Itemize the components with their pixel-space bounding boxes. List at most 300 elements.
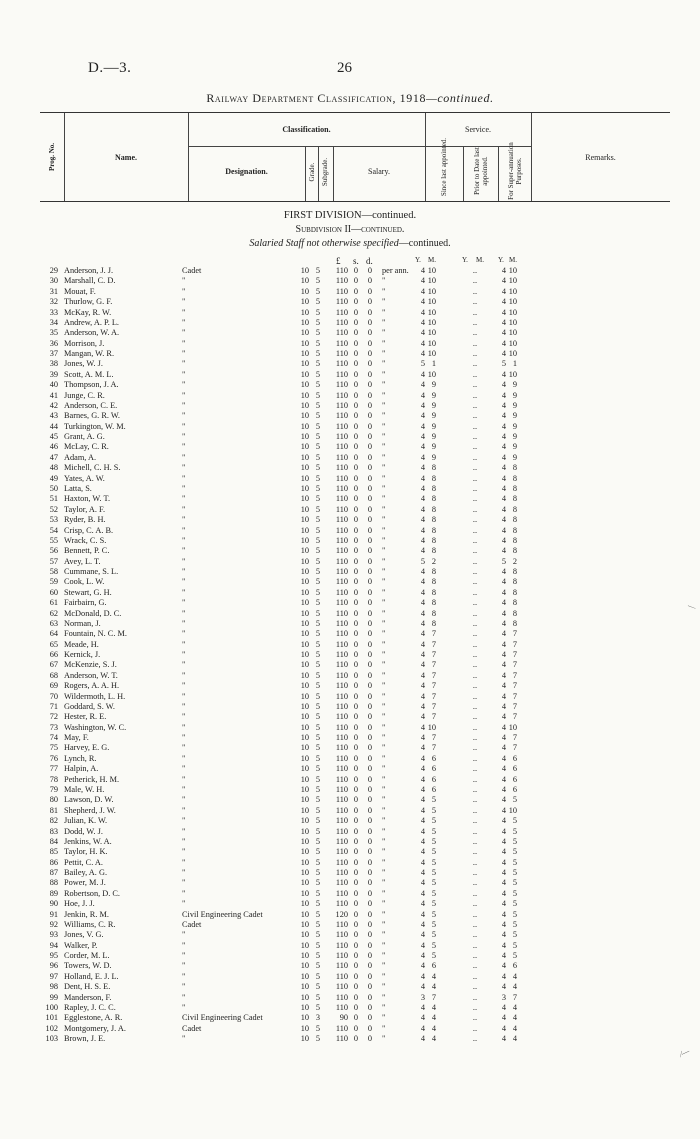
cell-s: 0 (353, 473, 359, 483)
cell-d: 0 (367, 535, 373, 545)
cell-name: Jenkins, W. A. (64, 836, 112, 846)
cell-desig: " (182, 701, 186, 711)
cell-per: " (382, 1023, 386, 1033)
cell-d: 0 (367, 753, 373, 763)
cell-prior: .. (472, 494, 478, 504)
cell-desig: " (182, 992, 186, 1002)
cell-s: 0 (353, 951, 359, 961)
table-row (0, 609, 700, 620)
table-row (0, 650, 700, 661)
cell-name: Robertson, D. C. (64, 888, 121, 898)
cell-desig: " (182, 504, 186, 514)
cell-no: 56 (49, 546, 58, 556)
table-row (0, 557, 700, 568)
cell-s: 0 (353, 785, 359, 794)
title-suffix: —continued. (426, 91, 494, 105)
cell-pounds: 110 (335, 753, 348, 763)
cell-grade: 10 (300, 909, 309, 919)
cell-prior: .. (472, 847, 478, 857)
col-salary: Salary. (368, 167, 390, 176)
cell-tm: 8 (512, 504, 517, 514)
cell-desig: " (182, 681, 186, 691)
cell-d: 0 (367, 857, 373, 867)
cell-prior: .. (472, 836, 478, 846)
cell-per: " (382, 286, 386, 296)
cell-no: 70 (49, 691, 58, 701)
cell-sy: 4 (420, 525, 425, 535)
cell-sy: 4 (420, 286, 425, 296)
cell-tm: 4 (512, 982, 517, 992)
cell-sm: 10 (427, 338, 436, 348)
cell-grade: 10 (300, 878, 309, 888)
cell-ty: 4 (501, 722, 506, 732)
cell-s: 0 (353, 349, 359, 359)
unit-months-1: M. (428, 256, 436, 264)
cell-tm: 6 (512, 961, 517, 971)
cell-sub: 5 (315, 286, 321, 296)
cell-grade: 10 (300, 826, 309, 836)
table-row (0, 785, 700, 796)
cell-desig: " (182, 982, 186, 992)
cell-sub: 5 (315, 836, 321, 846)
cell-prior: .. (472, 556, 478, 566)
cell-sub: 5 (315, 463, 321, 473)
cell-desig: " (182, 556, 186, 566)
table-row (0, 453, 700, 464)
cell-grade: 10 (300, 411, 309, 421)
cell-grade: 10 (300, 587, 309, 597)
cell-prior: .. (472, 629, 478, 639)
cell-ty: 4 (501, 494, 506, 504)
cell-per: " (382, 712, 386, 722)
cell-per: " (382, 463, 386, 473)
cell-sub: 5 (315, 359, 321, 369)
table-row (0, 920, 700, 931)
cell-no: 31 (49, 286, 58, 296)
cell-sy: 4 (420, 878, 425, 888)
cell-no: 63 (49, 618, 58, 628)
cell-pounds: 110 (335, 411, 348, 421)
cell-sy: 4 (420, 733, 425, 743)
col-name: Name. (115, 153, 137, 162)
cell-s: 0 (353, 764, 359, 774)
cell-desig: Cadet (182, 919, 202, 929)
cell-grade: 10 (300, 473, 309, 483)
cell-no: 100 (45, 1002, 58, 1012)
cell-d: 0 (367, 546, 373, 556)
cell-prior: .. (472, 567, 478, 577)
unit-pence: d. (366, 256, 373, 266)
cell-prior: .. (472, 473, 478, 483)
cell-grade: 10 (300, 847, 309, 857)
cell-desig: " (182, 961, 186, 971)
cell-no: 44 (49, 421, 58, 431)
cell-grade: 10 (300, 494, 309, 504)
cell-sy: 4 (420, 785, 425, 794)
table-row (0, 318, 700, 329)
cell-ty: 4 (501, 369, 506, 379)
cell-prior: .. (472, 650, 478, 660)
cell-sm: 7 (431, 992, 436, 1002)
cell-pounds: 110 (335, 670, 348, 680)
cell-sm: 7 (431, 743, 436, 753)
cell-tm: 10 (508, 276, 517, 286)
cell-sy: 4 (420, 868, 425, 878)
cell-desig: " (182, 795, 186, 805)
cell-sub: 5 (315, 369, 321, 379)
cell-sub: 5 (315, 691, 321, 701)
cell-d: 0 (367, 836, 373, 846)
cell-per: " (382, 743, 386, 753)
cell-ty: 4 (501, 421, 506, 431)
cell-per: " (382, 878, 386, 888)
cell-s: 0 (353, 712, 359, 722)
cell-s: 0 (353, 670, 359, 680)
table-row (0, 359, 700, 370)
cell-per: " (382, 660, 386, 670)
cell-per: " (382, 535, 386, 545)
cell-per: " (382, 691, 386, 701)
cell-ty: 4 (501, 535, 506, 545)
cell-sy: 4 (420, 826, 425, 836)
cell-name: Pettit, C. A. (64, 857, 103, 867)
cell-sm: 10 (427, 369, 436, 379)
cell-desig: " (182, 888, 186, 898)
cell-pounds: 110 (335, 400, 348, 410)
table-row (0, 775, 700, 786)
cell-tm: 6 (512, 753, 517, 763)
cell-d: 0 (367, 525, 373, 535)
cell-d: 0 (367, 463, 373, 473)
cell-tm: 10 (508, 307, 517, 317)
cell-d: 0 (367, 722, 373, 732)
cell-prior: .. (472, 701, 478, 711)
cell-tm: 7 (512, 681, 517, 691)
table-row (0, 401, 700, 412)
cell-name: Turkington, W. M. (64, 421, 126, 431)
cell-ty: 4 (501, 266, 506, 275)
cell-sm: 10 (427, 317, 436, 327)
cell-tm: 7 (512, 733, 517, 743)
cell-sm: 7 (431, 733, 436, 743)
cell-sub: 5 (315, 795, 321, 805)
cell-desig: " (182, 670, 186, 680)
cell-sub: 5 (315, 826, 321, 836)
cell-grade: 10 (300, 349, 309, 359)
cell-sub: 5 (315, 764, 321, 774)
cell-s: 0 (353, 525, 359, 535)
cell-desig: " (182, 369, 186, 379)
cell-grade: 10 (300, 463, 309, 473)
cell-tm: 8 (512, 587, 517, 597)
cell-sy: 4 (420, 743, 425, 753)
cell-desig: " (182, 629, 186, 639)
cell-d: 0 (367, 276, 373, 286)
cell-prior: .. (472, 971, 478, 981)
cell-sub: 5 (315, 546, 321, 556)
cell-pounds: 110 (335, 868, 348, 878)
document-code: D.—3. (88, 60, 132, 76)
cell-sub: 5 (315, 618, 321, 628)
cell-name: Hester, R. E. (64, 712, 107, 722)
cell-sm: 9 (431, 421, 436, 431)
cell-no: 35 (49, 328, 58, 338)
cell-tm: 7 (512, 743, 517, 753)
cell-prior: .. (472, 297, 478, 307)
cell-sy: 4 (420, 587, 425, 597)
cell-prior: .. (472, 816, 478, 826)
cell-per: " (382, 940, 386, 950)
cell-name: Male, W. H. (64, 785, 105, 794)
cell-sy: 4 (420, 473, 425, 483)
cell-no: 29 (49, 266, 58, 275)
cell-pounds: 110 (335, 587, 348, 597)
cell-sub: 5 (315, 266, 321, 275)
cell-sy: 4 (420, 535, 425, 545)
cell-sub: 5 (315, 753, 321, 763)
cell-prior: .. (472, 608, 478, 618)
table-row (0, 442, 700, 453)
cell-sub: 5 (315, 681, 321, 691)
cell-prior: .. (472, 660, 478, 670)
cell-sy: 4 (420, 888, 425, 898)
cell-per: " (382, 722, 386, 732)
cell-name: Halpin, A. (64, 764, 99, 774)
cell-d: 0 (367, 515, 373, 525)
cell-grade: 10 (300, 681, 309, 691)
cell-sm: 5 (431, 940, 436, 950)
cell-s: 0 (353, 992, 359, 1002)
cell-no: 34 (49, 317, 58, 327)
cell-sub: 5 (315, 650, 321, 660)
col-since-last: Since last appointed. (440, 137, 448, 197)
cell-desig: " (182, 328, 186, 338)
cell-per: " (382, 390, 386, 400)
cell-tm: 9 (512, 421, 517, 431)
cell-sy: 4 (420, 618, 425, 628)
cell-sub: 5 (315, 868, 321, 878)
cell-ty: 4 (501, 878, 506, 888)
cell-s: 0 (353, 795, 359, 805)
cell-ty: 4 (501, 390, 506, 400)
cell-d: 0 (367, 421, 373, 431)
cell-d: 0 (367, 297, 373, 307)
cell-s: 0 (353, 629, 359, 639)
cell-sub: 5 (315, 421, 321, 431)
cell-sy: 5 (420, 359, 425, 369)
cell-ty: 4 (501, 805, 506, 815)
cell-sm: 6 (431, 764, 436, 774)
cell-grade: 10 (300, 816, 309, 826)
cell-s: 0 (353, 899, 359, 909)
cell-desig: " (182, 951, 186, 961)
cell-desig: " (182, 764, 186, 774)
cell-sm: 7 (431, 691, 436, 701)
table-row (0, 287, 700, 298)
cell-no: 38 (49, 359, 58, 369)
cell-grade: 10 (300, 297, 309, 307)
cell-sy: 4 (420, 463, 425, 473)
cell-grade: 10 (300, 317, 309, 327)
cell-prior: .. (472, 712, 478, 722)
cell-prior: .. (472, 286, 478, 296)
unit-months-2: M. (476, 256, 484, 264)
cell-grade: 10 (300, 795, 309, 805)
cell-sm: 9 (431, 432, 436, 442)
cell-d: 0 (367, 785, 373, 794)
cell-per: " (382, 504, 386, 514)
cell-d: 0 (367, 390, 373, 400)
cell-sub: 5 (315, 297, 321, 307)
cell-sy: 4 (420, 764, 425, 774)
cell-no: 93 (49, 930, 58, 940)
cell-pounds: 110 (335, 795, 348, 805)
cell-per: " (382, 816, 386, 826)
cell-per: " (382, 992, 386, 1002)
cell-ty: 4 (501, 411, 506, 421)
cell-pounds: 110 (335, 452, 348, 462)
cell-per: " (382, 567, 386, 577)
cell-sy: 4 (420, 442, 425, 452)
cell-sub: 5 (315, 940, 321, 950)
cell-grade: 10 (300, 432, 309, 442)
cell-pounds: 110 (335, 421, 348, 431)
cell-d: 0 (367, 577, 373, 587)
cell-no: 30 (49, 276, 58, 286)
cell-ty: 4 (501, 774, 506, 784)
cell-ty: 4 (501, 909, 506, 919)
cell-ty: 4 (501, 577, 506, 587)
cell-s: 0 (353, 805, 359, 815)
cell-tm: 5 (512, 795, 517, 805)
cell-d: 0 (367, 400, 373, 410)
cell-name: Lawson, D. W. (64, 795, 114, 805)
cell-grade: 10 (300, 868, 309, 878)
cell-sy: 4 (420, 307, 425, 317)
cell-d: 0 (367, 670, 373, 680)
cell-d: 0 (367, 992, 373, 1002)
cell-sy: 4 (420, 961, 425, 971)
cell-name: May, F. (64, 733, 89, 743)
table-row (0, 951, 700, 962)
table-row (0, 422, 700, 433)
cell-pounds: 110 (335, 629, 348, 639)
table-row (0, 982, 700, 993)
cell-name: Jones, V. G. (64, 930, 104, 940)
cell-tm: 5 (512, 899, 517, 909)
table-row (0, 276, 700, 287)
cell-name: Crisp, C. A. B. (64, 525, 114, 535)
cell-desig: " (182, 899, 186, 909)
cell-s: 0 (353, 411, 359, 421)
cell-prior: .. (472, 888, 478, 898)
cell-tm: 9 (512, 411, 517, 421)
cell-prior: .. (472, 535, 478, 545)
cell-name: Adam, A. (64, 452, 97, 462)
page-number: 26 (337, 60, 352, 76)
cell-desig: " (182, 1034, 186, 1044)
cell-ty: 4 (501, 317, 506, 327)
cell-sub: 5 (315, 961, 321, 971)
cell-desig: " (182, 400, 186, 410)
cell-per: " (382, 525, 386, 535)
cell-per: " (382, 400, 386, 410)
cell-grade: 10 (300, 400, 309, 410)
cell-sy: 4 (420, 1034, 425, 1044)
cell-name: Grant, A. G. (64, 432, 105, 442)
cell-sub: 5 (315, 1023, 321, 1033)
cell-sy: 4 (420, 1002, 425, 1012)
col-remarks: Remarks. (585, 153, 616, 162)
cell-sy: 4 (420, 1023, 425, 1033)
cell-s: 0 (353, 961, 359, 971)
cell-d: 0 (367, 266, 373, 275)
cell-sub: 5 (315, 390, 321, 400)
cell-per: " (382, 774, 386, 784)
cell-ty: 4 (501, 1013, 506, 1023)
cell-per: " (382, 317, 386, 327)
cell-sy: 4 (420, 951, 425, 961)
cell-ty: 4 (501, 639, 506, 649)
cell-ty: 4 (501, 515, 506, 525)
cell-sm: 9 (431, 380, 436, 390)
cell-per: " (382, 515, 386, 525)
cell-sm: 8 (431, 504, 436, 514)
cell-grade: 10 (300, 390, 309, 400)
table-row (0, 671, 700, 682)
cell-prior: .. (472, 785, 478, 794)
cell-desig: " (182, 712, 186, 722)
cell-sm: 8 (431, 535, 436, 545)
cell-pounds: 110 (335, 951, 348, 961)
table-row (0, 1034, 700, 1045)
cell-d: 0 (367, 805, 373, 815)
table-row (0, 847, 700, 858)
cell-grade: 10 (300, 608, 309, 618)
cell-grade: 10 (300, 753, 309, 763)
cell-sm: 10 (427, 328, 436, 338)
col-grade: Grade. (308, 162, 316, 182)
cell-name: Anderson, W. T. (64, 670, 118, 680)
table-row (0, 723, 700, 734)
cell-grade: 10 (300, 307, 309, 317)
cell-grade: 10 (300, 442, 309, 452)
cell-sy: 4 (420, 847, 425, 857)
cell-no: 99 (49, 992, 58, 1002)
cell-desig: " (182, 847, 186, 857)
cell-grade: 10 (300, 1002, 309, 1012)
cell-no: 77 (49, 764, 58, 774)
cell-sub: 5 (315, 785, 321, 794)
table-row (0, 380, 700, 391)
cell-desig: " (182, 535, 186, 545)
cell-pounds: 110 (335, 307, 348, 317)
cell-prior: .. (472, 587, 478, 597)
table-row (0, 515, 700, 526)
cell-s: 0 (353, 421, 359, 431)
cell-ty: 4 (501, 888, 506, 898)
cell-ty: 4 (501, 297, 506, 307)
cell-s: 0 (353, 878, 359, 888)
cell-grade: 10 (300, 504, 309, 514)
cell-name: Jenkin, R. M. (64, 909, 109, 919)
cell-no: 69 (49, 681, 58, 691)
cell-s: 0 (353, 909, 359, 919)
cell-d: 0 (367, 878, 373, 888)
cell-name: Goddard, S. W. (64, 701, 115, 711)
cell-pounds: 110 (335, 598, 348, 608)
cell-sub: 5 (315, 442, 321, 452)
